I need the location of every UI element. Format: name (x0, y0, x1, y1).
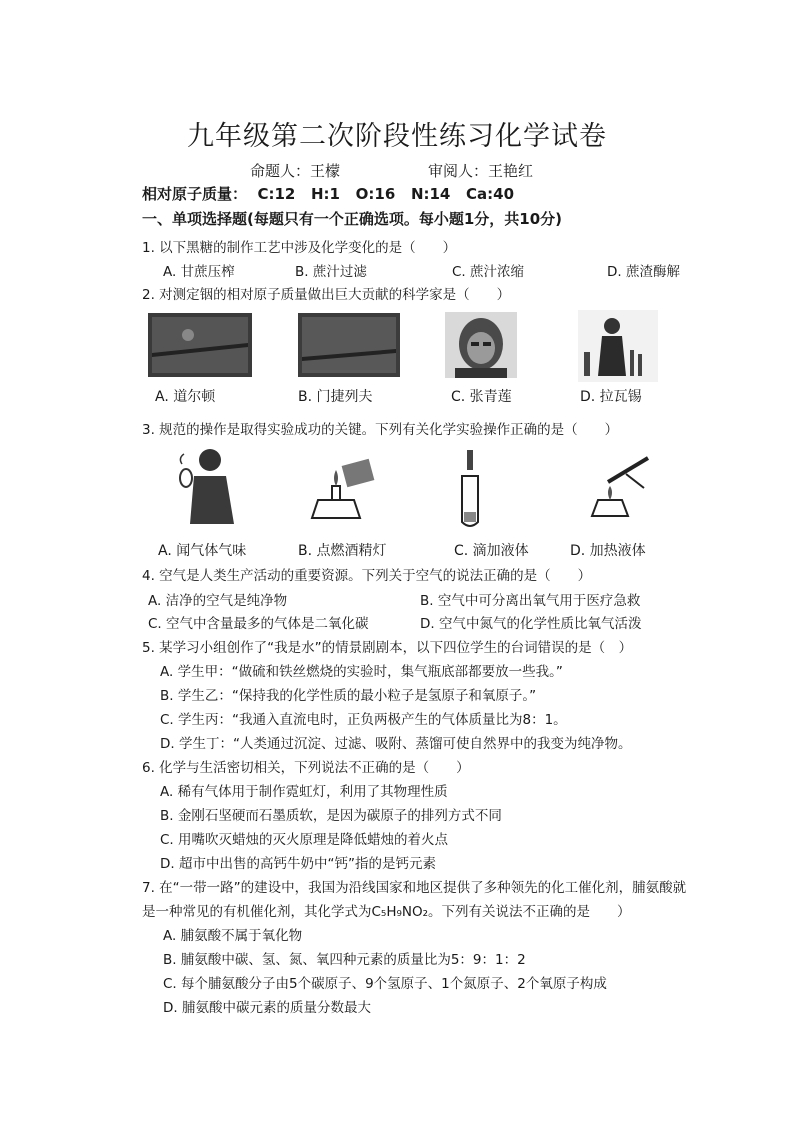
q6-option-a: A. 稀有气体用于制作霓虹灯，利用了其物理性质 (160, 784, 448, 800)
smell-gas-illustration (164, 446, 244, 524)
q1-option-c: C. 蔗汁浓缩 (452, 264, 525, 280)
q7-stem-line1: 7. 在“一带一路”的建设中，我国为沿线国家和地区提供了多种领先的化工催化剂，脯氨酸就 (142, 880, 687, 896)
mendeleev-portrait-image (298, 313, 400, 377)
q3-option-d: D. 加热液体 (570, 543, 646, 559)
q4-option-c: C. 空气中含量最多的气体是二氧化碳 (148, 616, 369, 632)
q5-option-a: A. 学生甲：“做硫和铁丝燃烧的实验时，集气瓶底部都要放一些我。” (160, 664, 563, 680)
zhang-qinglian-portrait-image (445, 312, 517, 378)
q2-option-a: A. 道尔顿 (155, 389, 216, 405)
lavoisier-portrait-image (578, 310, 658, 382)
q4-option-b: B. 空气中可分离出氧气用于医疗急救 (420, 593, 641, 609)
q6-option-d: D. 超市中出售的高钙牛奶中“钙”指的是钙元素 (160, 856, 436, 872)
setter: 命题人：王檬 (250, 162, 341, 180)
page-title: 九年级第二次阶段性练习化学试卷 (187, 121, 607, 152)
q3-stem: 3. 规范的操作是取得实验成功的关键。下列有关化学实验操作正确的是（ ） (142, 422, 619, 438)
q5-option-b: B. 学生乙：“保持我的化学性质的最小粒子是氢原子和氧原子。” (160, 688, 537, 704)
atomic-mass-line: 相对原子质量： C:12 H:1 O:16 N:14 Ca:40 (142, 185, 515, 203)
heating-liquid-illustration (588, 452, 662, 526)
q1-option-b: B. 蔗汁过滤 (295, 264, 367, 280)
q3-option-a: A. 闻气体气味 (158, 543, 247, 559)
q4-stem: 4. 空气是人类生产活动的重要资源。下列关于空气的说法正确的是（ ） (142, 568, 592, 584)
q7-option-a: A. 脯氨酸不属于氧化物 (163, 928, 303, 944)
dropping-liquid-illustration (458, 450, 482, 530)
q3-option-b: B. 点燃酒精灯 (298, 543, 387, 559)
q6-option-c: C. 用嘴吹灭蜡烛的灭火原理是降低蜡烛的着火点 (160, 832, 449, 848)
q2-stem: 2. 对测定铟的相对原子质量做出巨大贡献的科学家是（ ） (142, 287, 511, 303)
q1-stem: 1. 以下黑糖的制作工艺中涉及化学变化的是（ ） (142, 240, 457, 256)
q5-option-d: D. 学生丁：“人类通过沉淀、过滤、吸附、蒸馏可使自然界中的我变为纯净物。 (160, 736, 632, 752)
q1-option-d: D. 蔗渣酶解 (607, 264, 680, 280)
q7-formula: C₅H₉NO₂ (371, 904, 429, 920)
q5-stem: 5. 某学习小组创作了“我是水”的情景剧剧本，以下四位学生的台词错误的是（ ） (142, 640, 633, 656)
q7-stem-post: 。下列有关说法不正确的是 ） (428, 904, 631, 920)
reviewer: 审阅人：王艳红 (428, 162, 534, 180)
section-heading: 一、单项选择题(每题只有一个正确选项。每小题1分，共10分) (142, 210, 563, 228)
q4-option-d: D. 空气中氮气的化学性质比氧气活泼 (420, 616, 642, 632)
q2-option-b: B. 门捷列夫 (298, 389, 373, 405)
q6-option-b: B. 金刚石坚硬而石墨质软，是因为碳原子的排列方式不同 (160, 808, 502, 824)
q7-option-c: C. 每个脯氨酸分子由5个碳原子、9个氢原子、1个氮原子、2个氧原子构成 (163, 976, 607, 992)
q6-stem: 6. 化学与生活密切相关，下列说法不正确的是（ ） (142, 760, 470, 776)
q7-option-b: B. 脯氨酸中碳、氢、氮、氧四种元素的质量比为5：9：1：2 (163, 952, 526, 968)
q7-stem-pre: 是一种常见的有机催化剂，其化学式为 (142, 904, 372, 920)
q3-option-c: C. 滴加液体 (454, 543, 529, 559)
alcohol-lamp-illustration (310, 452, 376, 526)
dalton-portrait-image (148, 313, 252, 377)
q2-option-c: C. 张青莲 (451, 389, 512, 405)
q4-option-a: A. 洁净的空气是纯净物 (148, 593, 288, 609)
q5-option-c: C. 学生丙：“我通入直流电时，正负两极产生的气体质量比为8：1。 (160, 712, 567, 728)
q1-option-a: A. 甘蔗压榨 (163, 264, 235, 280)
q7-option-d: D. 脯氨酸中碳元素的质量分数最大 (163, 1000, 371, 1016)
q2-option-d: D. 拉瓦锡 (580, 389, 642, 405)
q7-stem-line2 (142, 900, 631, 920)
